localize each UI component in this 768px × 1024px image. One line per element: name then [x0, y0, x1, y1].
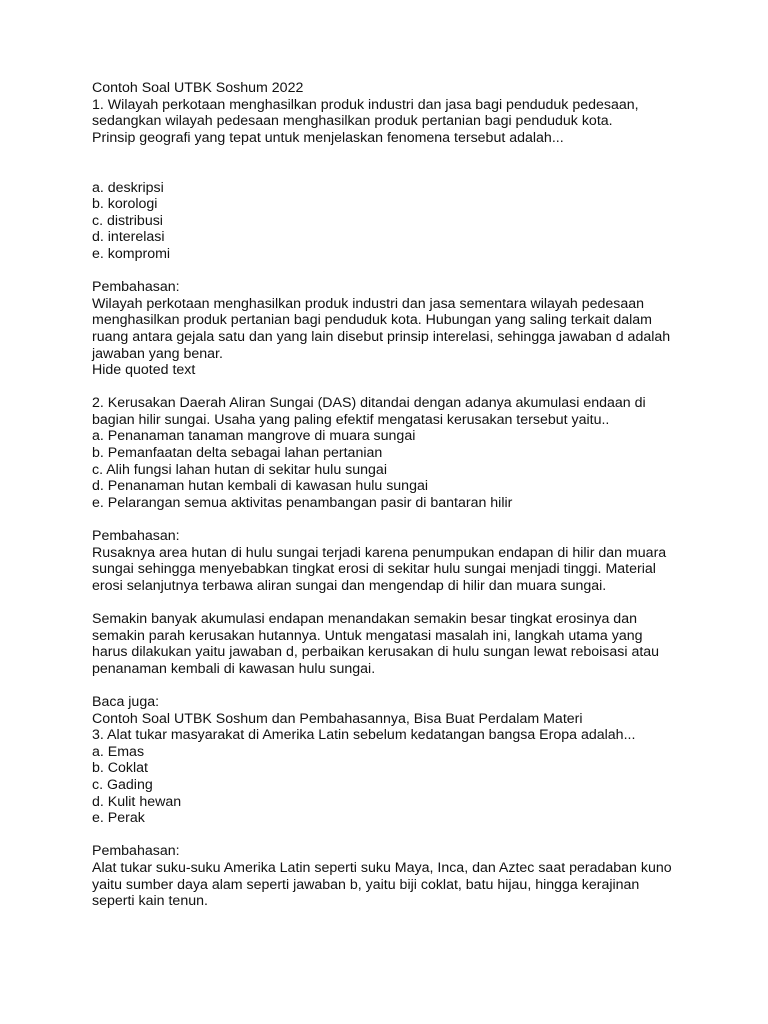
question-3-stem-line: 3. Alat tukar masyarakat di Amerika Latin sebelum kedatangan bangsa Eropa adalah...: [92, 727, 636, 744]
question-3-option-a: a. Emas: [92, 743, 145, 760]
spacer: [92, 594, 732, 611]
spacer: [92, 263, 732, 280]
hide-quoted-text-link[interactable]: Hide quoted text: [92, 362, 196, 379]
question-2-discussion-line: Rusaknya area hutan di hulu sungai terjadi karena penumpukan endapan di hilir dan muara: [92, 544, 667, 561]
question-1: [92, 97, 732, 396]
question-3-option-d: d. Kulit hewan: [92, 793, 182, 810]
question-2-discussion-line: sungai sehingga menyebabkan tingkat erosi di sekitar hulu sungai menjadi tinggi. Material: [92, 561, 656, 578]
question-1-option-a: a. deskripsi: [92, 179, 164, 196]
question-3-option-c: c. Gading: [92, 776, 153, 793]
document-title: Contoh Soal UTBK Soshum 2022: [92, 80, 304, 96]
question-2-discussion-line: harus dilakukan yaitu jawaban d, perbaikan kerusakan di hulu sungan lewat reboisasi atau: [92, 644, 660, 661]
question-3-discussion-line: seperti kain tenun.: [92, 893, 208, 910]
question-2-option-d: d. Penanaman hutan kembali di kawasan hulu sungai: [92, 478, 428, 495]
spacer: [92, 146, 732, 163]
question-1-option-c: c. distribusi: [92, 212, 163, 229]
spacer: [92, 827, 732, 844]
question-1-discussion-heading: Pembahasan:: [92, 279, 180, 296]
question-2-stem-line: 2. Kerusakan Daerah Aliran Sungai (DAS) ditandai dengan adanya akumulasi endaan di: [92, 395, 646, 412]
spacer: [92, 677, 732, 694]
see-also-heading: Baca juga:: [92, 693, 160, 710]
question-2-discussion-line: penanaman kembali di kawasan hulu sungai.: [92, 660, 376, 677]
question-3-option-b: b. Coklat: [92, 760, 148, 777]
question-2-discussion-heading: Pembahasan:: [92, 528, 180, 545]
question-3-discussion-line: Alat tukar suku-suku Amerika Latin seperti suku Maya, Inca, dan Aztec saat peradaban kuno: [92, 859, 672, 876]
see-also: [92, 694, 732, 727]
question-2-option-a: a. Penanaman tanaman mangrove di muara sungai: [92, 428, 416, 445]
question-2: [92, 395, 732, 694]
question-2-discussion-line: semakin parah kerusakan hutannya. Untuk mengatasi masalah ini, langkah utama yang: [92, 627, 643, 644]
question-1-stem-line: sedangkan wilayah pedesaan menghasilkan produk pertanian bagi penduduk kota.: [92, 113, 613, 130]
question-3-discussion-line: yaitu sumber daya alam seperti jawaban b, yaitu biji coklat, batu hijau, hingga kerajinan: [92, 876, 640, 893]
question-1-option-d: d. interelasi: [92, 229, 165, 246]
question-3-option-e: e. Perak: [92, 810, 145, 827]
question-1-option-b: b. korologi: [92, 196, 158, 213]
question-1-stem-line: Prinsip geografi yang tepat untuk menjelaskan fenomena tersebut adalah...: [92, 129, 564, 146]
question-2-discussion-line: Semakin banyak akumulasi endapan menandakan semakin besar tingkat erosinya dan: [92, 611, 637, 627]
question-2-option-b: b. Pemanfaatan delta sebagai lahan pertanian: [92, 445, 383, 462]
see-also-link[interactable]: Contoh Soal UTBK Soshum dan Pembahasannya, Bisa Buat Perdalam Materi: [92, 710, 583, 727]
question-2-stem-line: bagian hilir sungai. Usaha yang paling efektif mengatasi kerusakan tersebut yaitu..: [92, 411, 610, 428]
spacer: [92, 379, 732, 396]
question-1-stem-line: 1. Wilayah perkotaan menghasilkan produk industri dan jasa bagi penduduk pedesaan,: [92, 96, 639, 113]
spacer: [92, 511, 732, 528]
question-1-discussion-line: ruang antara gejala satu dan yang lain disebut prinsip interelasi, sehingga jawaban d adalah: [92, 328, 671, 345]
question-1-discussion-line: menghasilkan produk pertanian bagi penduduk kota. Hubungan yang saling terkait dalam: [92, 312, 652, 329]
question-2-discussion-line: erosi selanjutnya terbawa aliran sungai dan mengendap di hilir dan muara sungai.: [92, 577, 607, 594]
question-1-discussion-line: jawaban yang benar.: [92, 345, 223, 362]
question-3: [92, 727, 732, 910]
question-2-option-e: e. Pelarangan semua aktivitas penambangan pasir di bantaran hilir: [92, 494, 513, 511]
spacer: [92, 163, 732, 180]
document-page: [92, 80, 732, 910]
question-1-discussion-line: Wilayah perkotaan menghasilkan produk industri dan jasa sementara wilayah pedesaan: [92, 295, 645, 312]
question-1-option-e: e. kompromi: [92, 245, 171, 262]
question-2-option-c: c. Alih fungsi lahan hutan di sekitar hulu sungai: [92, 461, 387, 478]
question-3-discussion-heading: Pembahasan:: [92, 843, 180, 860]
